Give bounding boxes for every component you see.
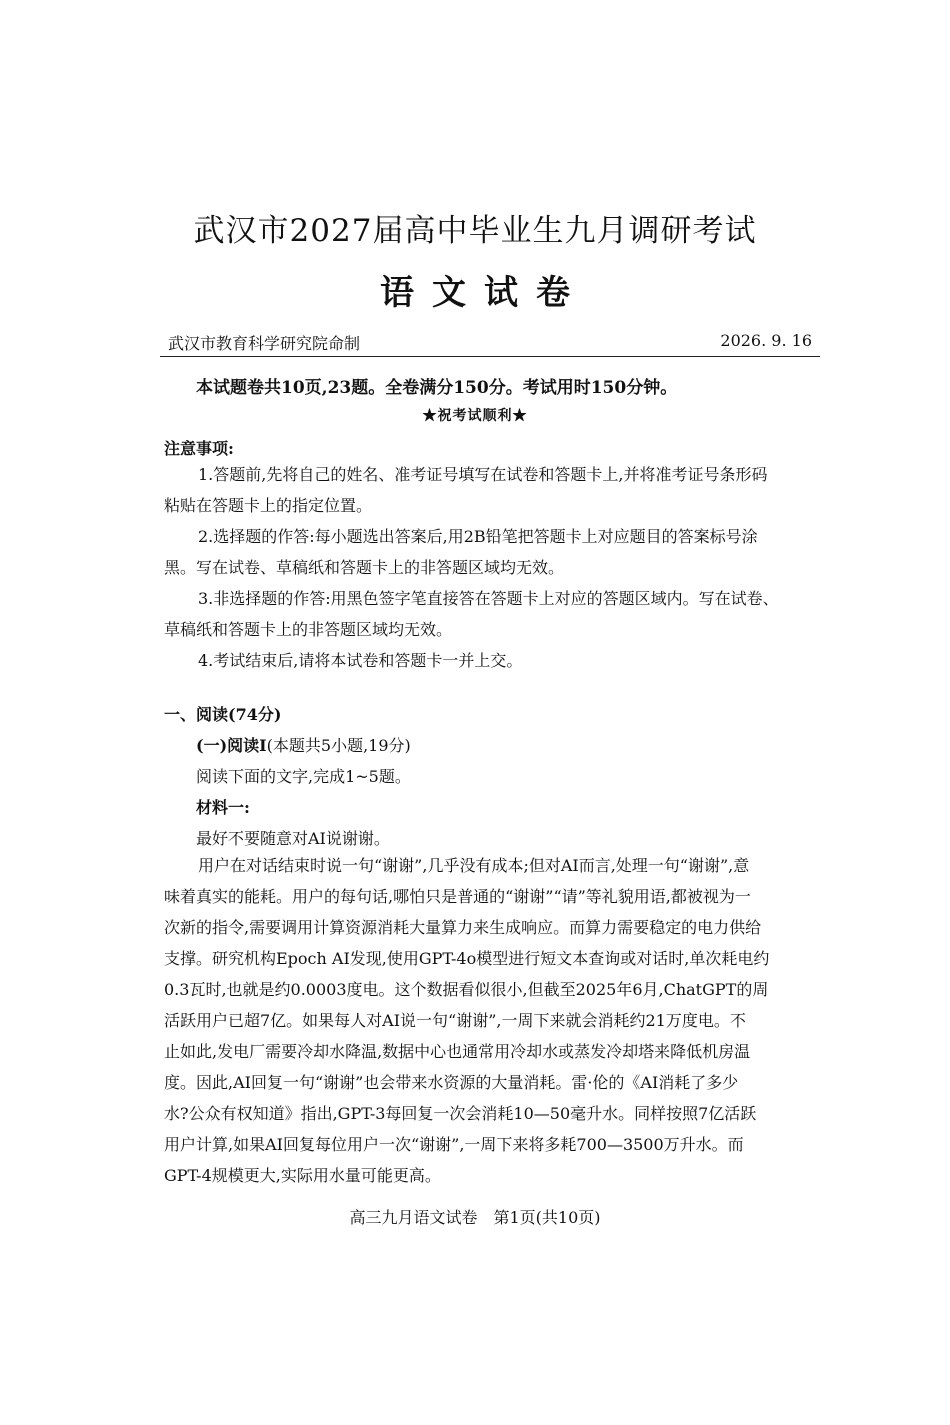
passage-line: 度。因此,AI回复一句“谢谢”也会带来水资源的大量消耗。雷·伦的《AI消耗了多少	[164, 1073, 739, 1092]
passage-line: 次新的指令,需要调用计算资源消耗大量算力来生成响应。而算力需要稳定的电力供给	[164, 918, 762, 937]
passage-line: GPT-4规模更大,实际用水量可能更高。	[164, 1166, 441, 1185]
exam-title: 武汉市2027届高中毕业生九月调研考试	[193, 213, 757, 249]
material-label: 材料一:	[196, 798, 250, 817]
notice-line: 草稿纸和答题卡上的非答题区域均无效。	[164, 620, 453, 639]
notice-line: 3.非选择题的作答:用黑色签字笔直接答在答题卡上对应的答题区域内。写在试卷、	[198, 589, 779, 608]
exam-summary: 本试题卷共10页,23题。全卷满分150分。考试用时150分钟。	[196, 378, 678, 398]
issuer: 武汉市教育科学研究院命制	[168, 334, 361, 353]
subsection-detail: (本题共5小题,19分)	[266, 736, 411, 755]
notice-heading: 注意事项:	[164, 439, 234, 458]
passage-line: 用户在对话结束时说一句“谢谢”,几乎没有成本;但对AI而言,处理一句“谢谢”,意	[198, 856, 750, 875]
passage-body	[164, 850, 816, 1191]
passage-first-line: 最好不要随意对AI说谢谢。	[196, 829, 390, 848]
notice-line: 1.答题前,先将自己的姓名、准考证号填写在试卷和答题卡上,并将准考证号条形码	[198, 465, 768, 484]
subject-title: 语文试卷	[380, 273, 588, 313]
notice-line: 粘贴在答题卡上的指定位置。	[164, 496, 373, 515]
notice-line: 2.选择题的作答:每小题选出答案后,用2B铅笔把答题卡上对应题目的答案标号涂	[198, 527, 758, 546]
passage-line: 活跃用户已超7亿。如果每人对AI说一句“谢谢”,一周下来就会消耗约21万度电。不	[164, 1011, 746, 1030]
subsection-title: (一)阅读Ⅰ	[196, 736, 267, 755]
notice-line: 4.考试结束后,请将本试卷和答题卡一并上交。	[198, 651, 523, 670]
good-luck-banner: ★祝考试顺利★	[422, 408, 528, 424]
notice-list	[164, 459, 816, 676]
reading-instruction: 阅读下面的文字,完成1~5题。	[196, 767, 411, 786]
notice-line: 黑。写在试卷、草稿纸和答题卡上的非答题区域均无效。	[164, 558, 565, 577]
page-footer: 高三九月语文试卷 第1页(共10页)	[349, 1208, 601, 1227]
passage-line: 0.3瓦时,也就是约0.0003度电。这个数据看似很小,但截至2025年6月,ChatGPT的周	[164, 980, 769, 999]
passage-line: 支撑。研究机构Epoch AI发现,使用GPT-4o模型进行短文本查询或对话时,单次耗电约	[164, 949, 770, 968]
subsection-heading	[196, 733, 411, 756]
passage-line: 止如此,发电厂需要冷却水降温,数据中心也通常用冷却水或蒸发冷却塔来降低机房温	[164, 1042, 751, 1061]
exam-date: 2026. 9. 16	[720, 331, 812, 350]
passage-line: 水?公众有权知道》指出,GPT-3每回复一次会消耗10—50毫升水。同样按照7亿活跃	[164, 1104, 757, 1123]
header-divider	[160, 356, 820, 357]
passage-line: 味着真实的能耗。用户的每句话,哪怕只是普通的“谢谢”“请”等礼貌用语,都被视为一	[164, 887, 751, 906]
section-heading: 一、阅读(74分)	[164, 705, 282, 724]
passage-line: 用户计算,如果AI回复每位用户一次“谢谢”,一周下来将多耗700—3500万升水。而	[164, 1135, 744, 1154]
